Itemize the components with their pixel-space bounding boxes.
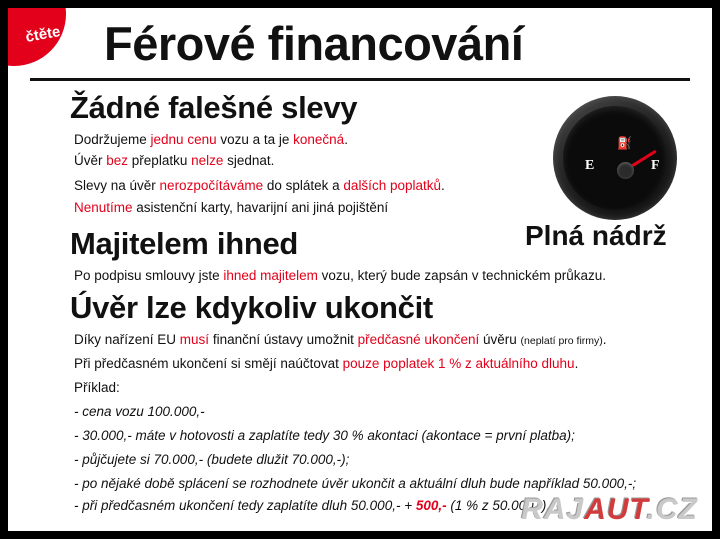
text-run: . — [574, 356, 579, 371]
section1-line-2 — [74, 153, 274, 168]
section3-line-3 — [74, 380, 120, 395]
section3-example-4 — [74, 476, 636, 491]
text-run: ihned majitelem — [223, 268, 318, 283]
section-heading-2: Majitelem ihned — [70, 226, 299, 261]
section3-example-2 — [74, 428, 575, 443]
text-run: . — [344, 132, 348, 147]
text-run: Díky nařízení EU — [74, 332, 180, 347]
section3-example-3 — [74, 452, 349, 467]
text-run: finanční ústavy umožnit — [209, 332, 358, 347]
gauge-empty-label: E — [585, 158, 595, 173]
section2-line-1 — [74, 268, 606, 283]
gauge-full-label: F — [651, 158, 660, 173]
gauge-hub — [617, 162, 634, 179]
text-run: . — [441, 178, 445, 193]
section-heading-1: Žádné falešné slevy — [70, 90, 358, 125]
text-run: nelze — [191, 153, 224, 168]
text-run: do splátek a — [263, 178, 344, 193]
section-heading-3: Úvěr lze kdykoliv ukončit — [70, 290, 433, 325]
text-run: Nenutíme — [74, 200, 133, 215]
fuel-gauge-illustration — [553, 96, 677, 220]
text-run: 500,- — [415, 498, 447, 513]
section3-example-5 — [74, 498, 550, 513]
text-run: - po nějaké době splácení se rozhodnete úvěr ukončit a aktuální dluh bude například 50.000,-; — [74, 476, 637, 491]
text-run: Úvěr — [74, 153, 107, 168]
section1-line-1 — [74, 132, 348, 147]
section1-line-4 — [74, 200, 388, 215]
watermark-part-3: .CZ — [646, 493, 698, 526]
text-run: vozu a ta je — [216, 132, 294, 147]
text-run: . — [602, 332, 607, 347]
text-run: Příklad: — [74, 380, 120, 395]
text-run: přeplatku — [128, 153, 192, 168]
text-run: vozu, který bude zapsán v technickém průkazu. — [317, 268, 607, 283]
text-run: Při předčasném ukončení si smějí naúčtovat — [74, 356, 343, 371]
section3-line-2 — [74, 356, 578, 371]
text-run: (1 % z 50.000,-). — [446, 498, 551, 513]
text-run: - půjčujete si 70.000,- (budete dlužit 70.000,-); — [74, 452, 350, 467]
watermark-part-2: AUT — [584, 493, 647, 526]
text-run: (neplatí pro firmy) — [520, 335, 603, 347]
text-run: Slevy na úvěr — [74, 178, 160, 193]
badge-label: čtěte — [24, 23, 62, 46]
text-run: nerozpočítáváme — [159, 178, 264, 193]
gauge-bezel — [553, 96, 677, 220]
text-run: sjednat. — [223, 153, 275, 168]
section3-line-1 — [74, 332, 607, 347]
text-run: asistenční karty, havarijní ani jiná pojištění — [132, 200, 389, 215]
section3-example-1 — [74, 404, 205, 419]
text-run: úvěru — [479, 332, 521, 347]
text-run: Dodržujeme — [74, 132, 151, 147]
text-run: dalších poplatků — [343, 178, 441, 193]
text-run: - 30.000,- máte v hotovosti a zaplatíte tedy 30 % akontaci (akontace = první platba); — [74, 428, 575, 443]
text-run: jednu cenu — [150, 132, 217, 147]
page-title: Férové financování — [104, 17, 524, 70]
title-divider — [30, 78, 690, 81]
ctete-badge — [8, 8, 104, 104]
text-run: bez — [106, 153, 129, 168]
text-run: Po podpisu smlouvy jste — [74, 268, 224, 283]
slide-canvas — [8, 8, 712, 531]
gauge-caption: Plná nádrž — [525, 220, 667, 251]
text-run: - cena vozu 100.000,- — [74, 404, 205, 419]
text-run: předčasné ukončení — [357, 332, 480, 347]
watermark-part-1: RAJ — [521, 493, 585, 526]
watermark-logo — [521, 493, 698, 527]
text-run: konečná — [293, 132, 345, 147]
section1-line-3 — [74, 178, 445, 193]
gauge-face — [563, 106, 667, 210]
fuel-pump-icon: ⛽ — [617, 136, 632, 150]
text-run: pouze poplatek 1 % z aktuálního dluhu — [342, 356, 575, 371]
text-run: - při předčasném ukončení tedy zaplatíte dluh 50.000,- + — [74, 498, 416, 513]
text-run: musí — [179, 332, 210, 347]
